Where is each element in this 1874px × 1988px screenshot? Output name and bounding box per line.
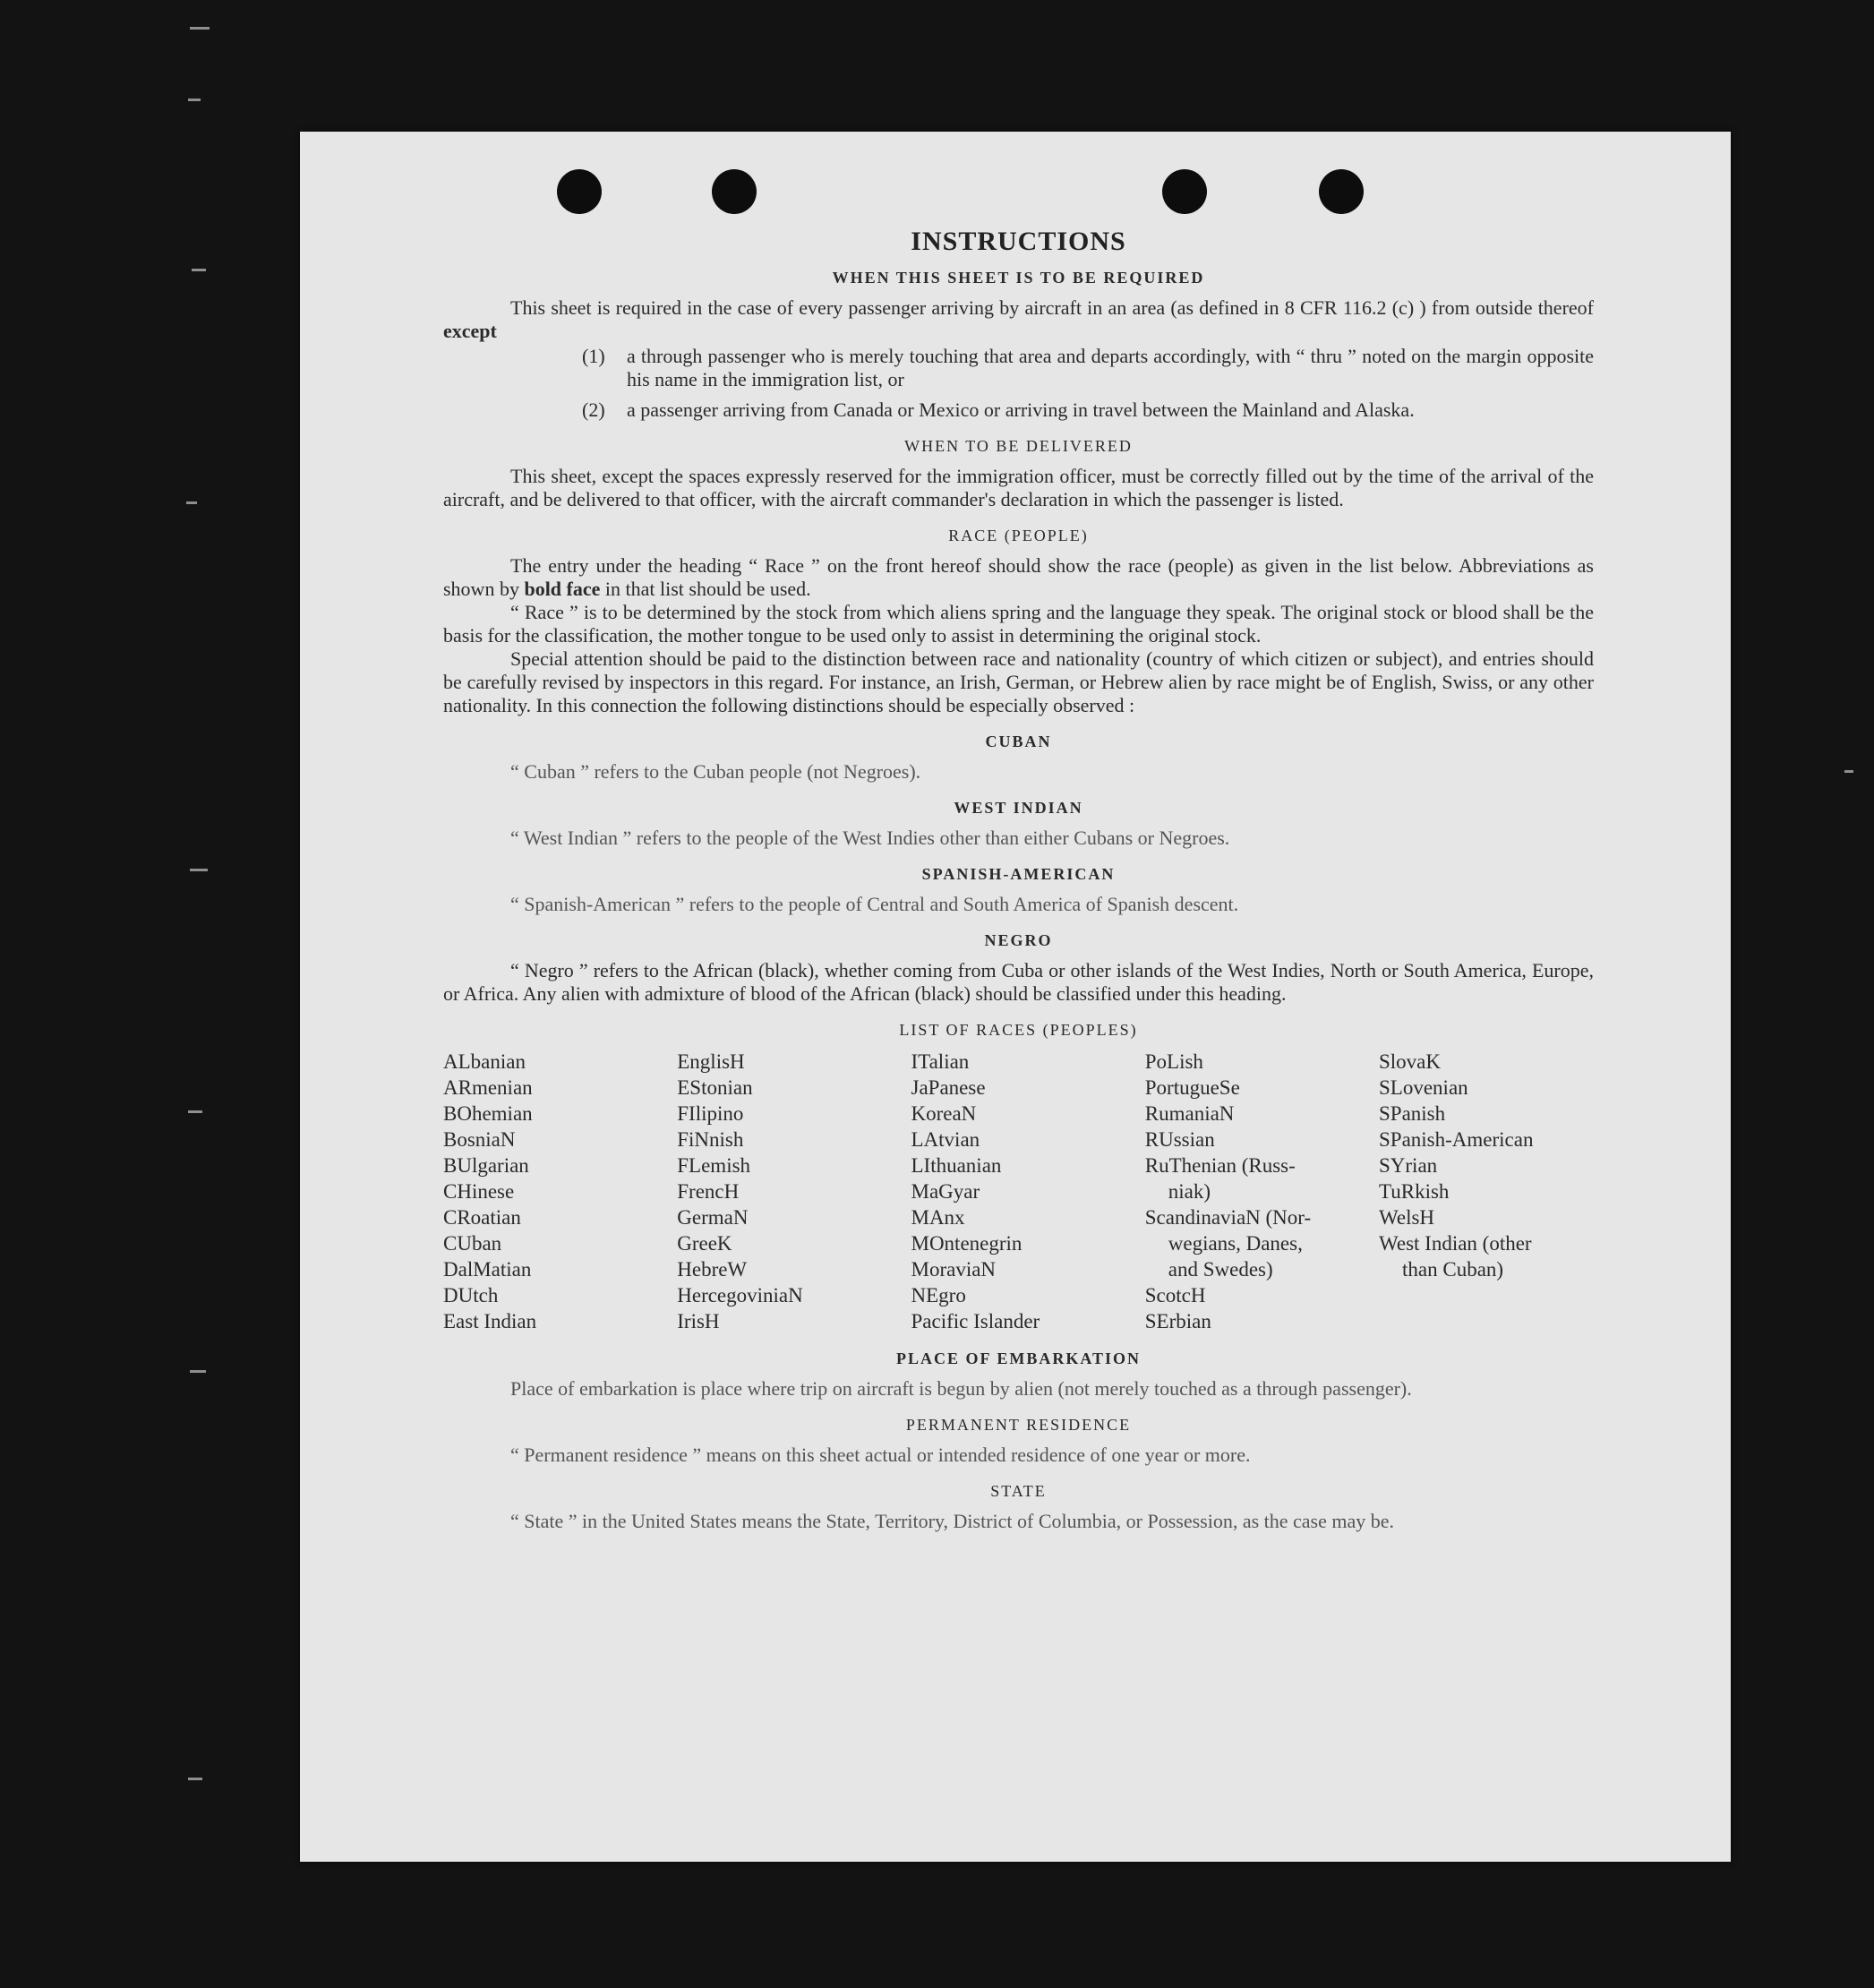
race-entry: LAtvian <box>911 1128 980 1151</box>
heading-when-required: WHEN THIS SHEET IS TO BE REQUIRED <box>832 269 1205 287</box>
page-title: INSTRUCTIONS <box>911 227 1126 256</box>
race-entry: ITalian <box>911 1050 970 1073</box>
race-p1-bold: bold face <box>524 578 601 600</box>
race-entry: CUban <box>443 1232 502 1255</box>
races-list <box>443 1049 1594 1334</box>
race-entry: West Indian (other <box>1379 1232 1532 1255</box>
race-entry: CHinese <box>443 1180 515 1203</box>
film-edge-mark <box>190 27 210 30</box>
heading-list-of-races: LIST OF RACES (PEOPLES) <box>899 1021 1138 1039</box>
punch-hole <box>712 169 757 214</box>
race-entry: SPanish <box>1379 1102 1446 1125</box>
race-p1-after: in that list should be used. <box>604 578 811 600</box>
race-entry: Pacific Islander <box>911 1310 1040 1332</box>
embarkation-text: Place of embarkation is place where trip on aircraft is begun by alien (not merely touched as a through passenger). <box>510 1377 1412 1400</box>
race-entry: PoLish <box>1144 1050 1203 1073</box>
race-p1-before: The entry under the heading “ Race ” on the front hereof should show the race (people) as given in the list below. Abbreviations as shown by <box>443 554 1594 600</box>
film-edge-mark <box>192 269 206 271</box>
race-entry: MAnx <box>911 1206 965 1229</box>
race-entry: ScandinaviaN (Nor- <box>1144 1206 1312 1229</box>
heading-embarkation: PLACE OF EMBARKATION <box>895 1350 1141 1367</box>
race-entry: GermaN <box>677 1206 749 1229</box>
race-entry: HercegoviniaN <box>677 1284 803 1307</box>
race-entry: SPanish-American <box>1379 1128 1534 1151</box>
race-entry: RUssian <box>1144 1128 1215 1151</box>
intro-text: This sheet is required in the case of every passenger arriving by aircraft in an area (as defined in 8 CFR 116.2 (c) ) from outside thereof <box>510 296 1594 319</box>
punch-hole <box>1319 169 1364 214</box>
heading-race: RACE (PEOPLE) <box>948 527 1089 544</box>
race-entry: MoraviaN <box>911 1258 997 1281</box>
race-entry: ALbanian <box>443 1050 526 1073</box>
race-entry: MaGyar <box>911 1180 980 1203</box>
film-edge-mark <box>186 501 197 504</box>
race-entry: CRoatian <box>443 1206 521 1229</box>
negro-text: “ Negro ” refers to the African (black), whether coming from Cuba or other islands of the West Indies, North or South America, Europe, or Africa. Any alien with admixture of blood of the African (black) should be classified under this heading. <box>443 959 1594 1005</box>
race-entry: LIthuanian <box>911 1154 1002 1177</box>
punch-hole <box>1162 169 1207 214</box>
item-text: a through passenger who is merely touching that area and departs accordingly, with “ thru ” noted on the margin opposite his name in the immigration list, or <box>627 345 1594 390</box>
race-entry: SYrian <box>1379 1154 1438 1177</box>
race-entry: IrisH <box>677 1310 720 1332</box>
race-entry: than Cuban) <box>1402 1258 1504 1281</box>
race-entry: NEgro <box>911 1284 966 1307</box>
heading-state: STATE <box>990 1482 1047 1500</box>
race-entry: DUtch <box>443 1284 499 1307</box>
race-entry: EStonian <box>677 1076 753 1099</box>
race-entry: JaPanese <box>911 1076 986 1099</box>
race-entry: SLovenian <box>1379 1076 1468 1099</box>
film-edge-mark <box>1844 770 1853 773</box>
race-entry: DalMatian <box>443 1258 532 1281</box>
residence-text: “ Permanent residence ” means on this sheet actual or intended residence of one year or more. <box>510 1444 1251 1466</box>
races-column <box>1145 1049 1360 1334</box>
heading-when-delivered: WHEN TO BE DELIVERED <box>904 437 1133 455</box>
race-entry: FrencH <box>677 1180 740 1203</box>
when-delivered-text: This sheet, except the spaces expressly reserved for the immigration officer, must be correctly filled out by the time of the arrival of the aircraft, and be delivered to that officer, with the aircraft commander's declaration in which the passenger is listed. <box>443 465 1594 510</box>
race-entry: RumaniaN <box>1144 1102 1235 1125</box>
race-entry: FIlipino <box>677 1102 744 1125</box>
race-entry: PortugueSe <box>1144 1076 1240 1099</box>
heading-residence: PERMANENT RESIDENCE <box>905 1416 1132 1434</box>
heading-spanish-american: SPANISH-AMERICAN <box>921 865 1116 883</box>
races-column <box>677 1049 892 1334</box>
sheet-content <box>443 227 1594 1533</box>
race-entry: ScotcH <box>1144 1284 1206 1307</box>
when-required-intro <box>443 296 1594 343</box>
state-text: “ State ” in the United States means the State, Territory, District of Columbia, or Possession, as the case may be. <box>510 1510 1395 1532</box>
race-entry: HebreW <box>677 1258 748 1281</box>
race-entry: BUlgarian <box>443 1154 529 1177</box>
west-indian-text: “ West Indian ” refers to the people of the West Indies other than either Cubans or Negroes. <box>510 827 1230 849</box>
instruction-sheet <box>300 132 1731 1862</box>
races-column <box>1379 1049 1594 1334</box>
race-entry: WelsH <box>1379 1206 1435 1229</box>
exception-item <box>582 398 1594 422</box>
race-paragraph-1 <box>443 554 1594 601</box>
race-entry: niak) <box>1168 1180 1211 1203</box>
race-paragraph-2: “ Race ” is to be determined by the stock from which aliens spring and the language they speak. The original stock or blood shall be the basis for the classification, the mother tongue to be used only to assist in determining the original stock. <box>443 601 1594 647</box>
intro-bold: except <box>443 320 497 342</box>
race-entry: FLemish <box>677 1154 751 1177</box>
race-entry: KoreaN <box>911 1102 977 1125</box>
race-entry: GreeK <box>677 1232 732 1255</box>
races-column <box>443 1049 658 1334</box>
spanish-american-text: “ Spanish-American ” refers to the people of Central and South America of Spanish descent. <box>510 893 1239 915</box>
punch-hole <box>557 169 602 214</box>
film-edge-mark <box>188 99 201 101</box>
race-entry: EnglisH <box>677 1050 745 1073</box>
races-column <box>911 1049 1126 1334</box>
race-entry: SlovaK <box>1379 1050 1441 1073</box>
race-entry: FiNnish <box>677 1128 744 1151</box>
race-entry: MOntenegrin <box>911 1232 1023 1255</box>
race-entry: SErbian <box>1144 1310 1211 1332</box>
item-number: (1) <box>582 345 605 367</box>
race-entry: wegians, Danes, <box>1168 1232 1303 1255</box>
race-entry: TuRkish <box>1379 1180 1450 1203</box>
race-entry: BosniaN <box>443 1128 516 1151</box>
film-edge-mark <box>188 1778 202 1780</box>
race-entry: East Indian <box>443 1310 537 1332</box>
heading-west-indian: WEST INDIAN <box>954 799 1083 817</box>
race-entry: RuThenian (Russ- <box>1144 1154 1296 1177</box>
heading-negro: NEGRO <box>984 931 1053 949</box>
race-entry: BOhemian <box>443 1102 533 1125</box>
cuban-text: “ Cuban ” refers to the Cuban people (not Negroes). <box>510 760 921 783</box>
exception-item <box>582 345 1594 391</box>
item-number: (2) <box>582 398 605 421</box>
item-text: a passenger arriving from Canada or Mexico or arriving in travel between the Mainland and Alaska. <box>627 398 1415 421</box>
race-entry: ARmenian <box>443 1076 533 1099</box>
race-entry: and Swedes) <box>1168 1258 1273 1281</box>
film-edge-mark <box>190 1370 206 1373</box>
heading-cuban: CUBAN <box>985 733 1052 750</box>
film-edge-mark <box>188 1110 202 1113</box>
race-paragraph-3: Special attention should be paid to the distinction between race and nationality (country of which citizen or subject), and entries should be carefully revised by inspectors in this regard. For instance, an Irish, German, or Hebrew alien by race might be of English, Swiss, or any other nationality. In this connection the following distinctions should be especially observed : <box>443 647 1594 716</box>
film-edge-mark <box>190 869 208 871</box>
